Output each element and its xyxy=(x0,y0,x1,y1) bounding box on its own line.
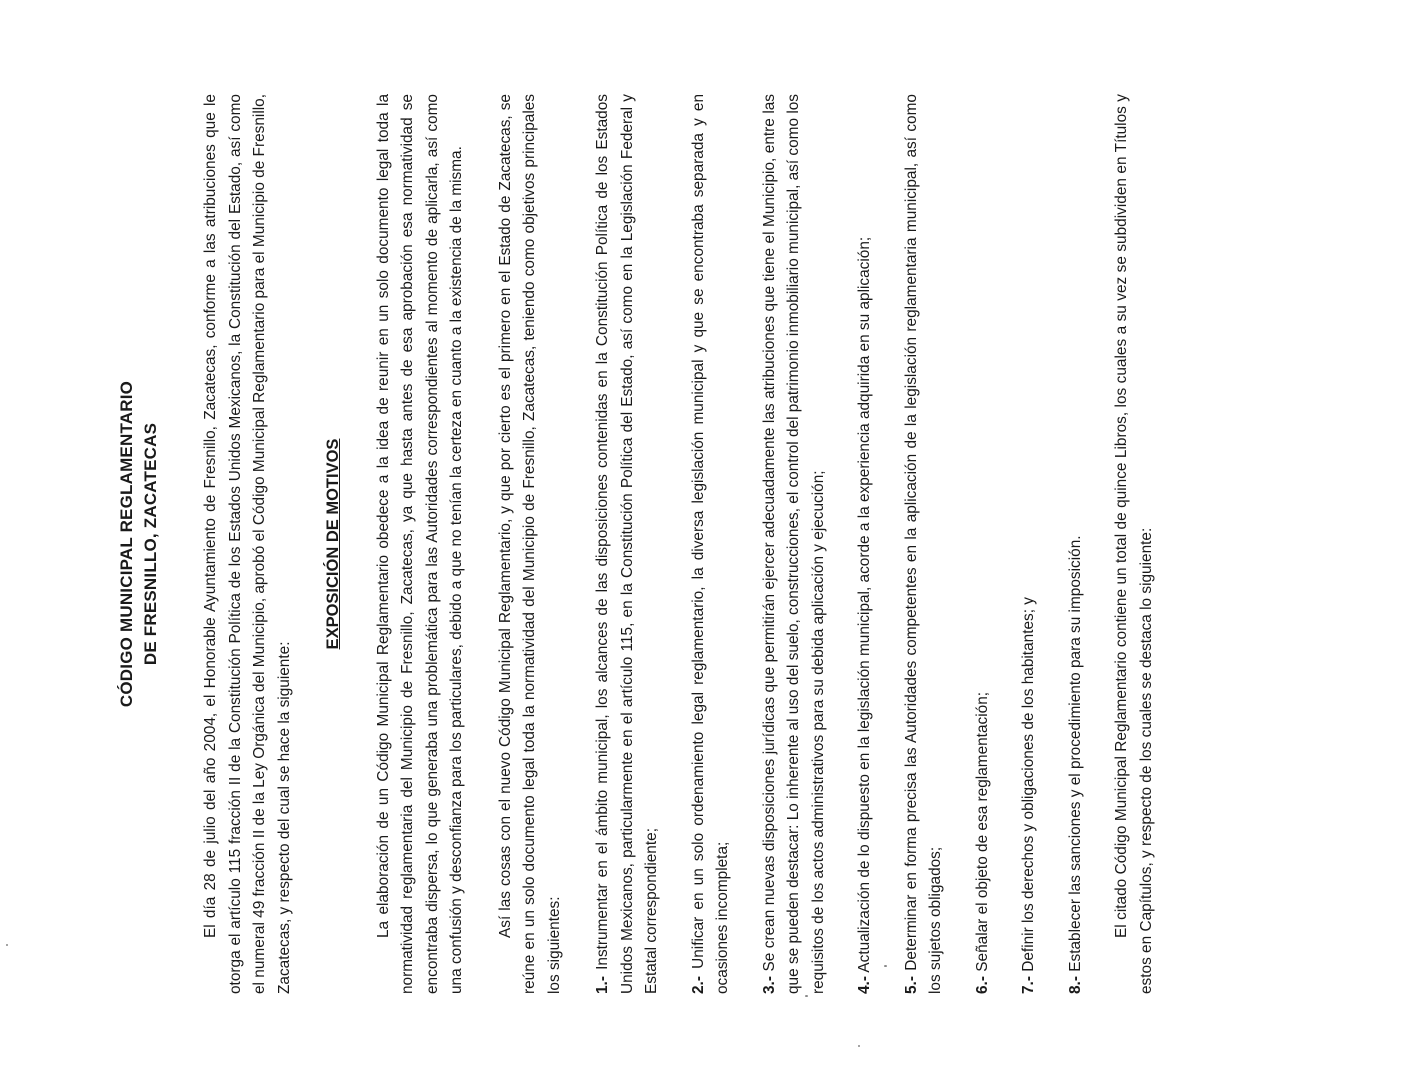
scan-speck xyxy=(884,965,887,967)
paragraph-2: Así las cosas con el nuevo Código Municipal Reglamentario, y que por cierto es el primero en el Estado de Zacatecas, se reúne en un solo documento legal toda la normatividad del Municipio de Fresnillo, Zacatecas, teniendo como objetivos principales los siguientes: xyxy=(496,94,563,994)
title-line-2: DE FRESNILLO, ZACATECAS xyxy=(141,422,160,666)
item-text: Definir los derechos y obligaciones de los habitantes; y xyxy=(1020,597,1037,972)
item-number: 2.- xyxy=(689,976,707,994)
rotated-document xyxy=(35,94,1375,994)
document-body xyxy=(35,94,1159,994)
scan-speck xyxy=(805,995,808,997)
item-number: 3.- xyxy=(760,976,778,994)
list-item xyxy=(1017,94,1042,994)
paragraph-1: La elaboración de un Código Municipal Reglamentario obedece a la idea de reunir en un solo documento legal toda la normatividad reglamentaria del Municipio de Fresnillo, Zacatecas, ya que hasta antes de esa aprobación esa normatividad se encontraba dispersa, lo que generaba una problemática para las Autoridades correspondientes al momento de aplicarla, así como una confusión y desconfianza para los particulares, debido a que no tenían la certeza en cuanto a la existencia de la misma. xyxy=(374,94,465,994)
item-number: 4.- xyxy=(856,976,873,994)
item-text: Actualización de lo dispuesto en la legislación municipal, acorde a la experiencia adquirida en su aplicación; xyxy=(856,236,873,973)
list-item xyxy=(853,94,878,994)
item-number: 1.- xyxy=(594,976,611,994)
list-item xyxy=(591,94,665,994)
item-text: Instrumentar en el ámbito municipal, los alcances de las disposiciones contenidas en la Constitución Política de los Estados Unidos Mexicanos, particularmente en el artículo 115, en la Constitución Política del Estado, así como en la Legislación Federal y Estatal correspondiente; xyxy=(594,94,660,994)
intro-paragraph: El día 28 de julio del año 2004, el Honorable Ayuntamiento de Fresnillo, Zacatecas, conforme a las atribuciones que le otorga el artículo 115 fracción II de la Constitución Política de los Estados Unidos Mexicanos, la Constitución del Estado, así como el numeral 49 fracción II de la Ley Orgánica del Municipio, aprobó el Código Municipal Reglamentario para el Municipio de Fresnillo, Zacatecas, y respecto del cual se hace la siguiente: xyxy=(202,94,293,994)
list-item xyxy=(971,94,996,994)
item-text: Determinar en forma precisa las Autoridades competentes en la aplicación de la legislación reglamentaria municipal, así como los sujetos obligados; xyxy=(902,94,944,994)
section-heading: EXPOSICIÓN DE MOTIVOS xyxy=(324,438,342,650)
item-number: 8.- xyxy=(1066,976,1084,994)
scan-speck xyxy=(6,944,8,946)
list-item xyxy=(758,94,832,994)
item-text: Se crean nuevas disposiciones jurídicas que permitirán ejercer adecuadamente las atribuciones que tiene el Municipio, entre las que se pueden destacar: Lo inherente al uso del suelo, construcciones, el control del patrimonio inmobiliario municipal, así como los requisitos de los actos administrativos para su debida aplicación y ejecución; xyxy=(760,93,827,994)
item-number: 6.- xyxy=(973,976,991,994)
list-item xyxy=(687,94,736,994)
item-number: 7.- xyxy=(1020,976,1037,994)
item-number: 5.- xyxy=(902,976,920,994)
list-item xyxy=(1064,94,1089,994)
scan-speck xyxy=(858,1045,860,1047)
item-text: Establecer las sanciones y el procedimiento para su imposición. xyxy=(1066,535,1084,972)
item-text: Unificar en un solo ordenamiento legal reglamentario, la diversa legislación municipal y que se encontraba separada y en ocasiones incompleta; xyxy=(689,93,731,994)
title-line-1: CÓDIGO MUNICIPAL REGLAMENTARIO xyxy=(117,380,136,708)
document-title xyxy=(115,94,163,994)
list-item xyxy=(900,94,949,994)
closing-paragraph: El citado Código Municipal Reglamentario contiene un total de quince Libros, los cuales a su vez se subdividen en Títulos y estos en Capítulos, y respecto de los cuales se destaca lo siguiente: xyxy=(1113,94,1155,994)
item-text: Señalar el objeto de esa reglamentación; xyxy=(973,691,991,972)
